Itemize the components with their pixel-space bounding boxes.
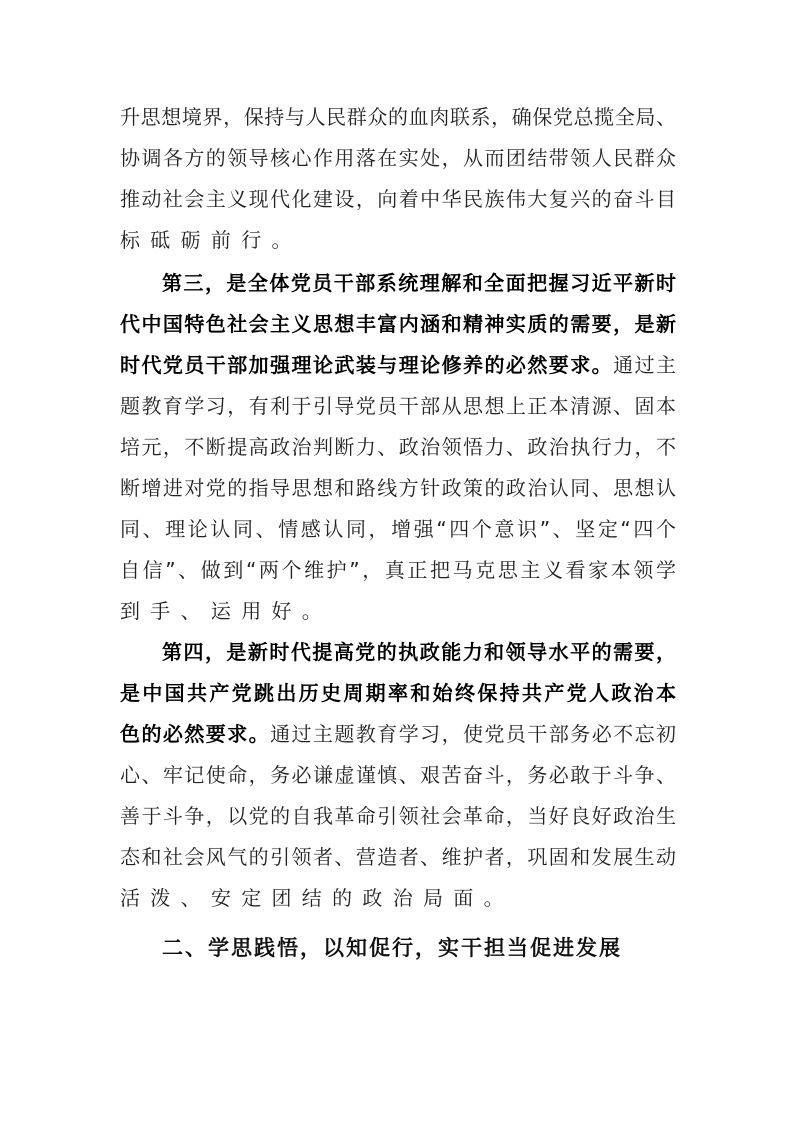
text-line — [120, 309, 676, 339]
text-run: 题教育学习，有利于引导党员干部从思想上正本清源、固本 — [120, 394, 676, 418]
text-run: 推动社会主义现代化建设，向着中华民族伟大复兴的奋斗目 — [120, 187, 676, 211]
text-run: 善于斗争，以党的自我革命引领社会革命，当好良好政治生 — [120, 804, 676, 828]
text-line — [120, 350, 676, 380]
text-line — [120, 719, 676, 749]
text-run: 通过主 — [613, 353, 677, 377]
text-line — [120, 391, 676, 421]
bold-text-run: 是中国共产党跳出历史周期率和始终保持共产党人政治本 — [120, 681, 676, 705]
text-line — [120, 143, 676, 173]
text-run: 活泼、安定团结的政治局面。 — [120, 886, 514, 910]
section-heading: 二、学思践悟，以知促行，实干担当促进发展 — [162, 936, 622, 960]
text-run: 升思想境界，保持与人民群众的血肉联系，确保党总揽全局、 — [120, 105, 676, 129]
text-line — [162, 268, 676, 298]
text-line — [120, 555, 676, 585]
text-run: 同、理论认同、情感认同，增强“四个意识”、坚定“四个 — [120, 517, 676, 541]
bold-text-run: 第四，是新时代提高党的执政能力和领导水平的需要， — [162, 640, 676, 664]
text-line — [120, 678, 676, 708]
text-line — [120, 596, 676, 626]
text-line — [120, 473, 676, 503]
text-line — [120, 184, 676, 214]
text-run: 标砥砺前行。 — [120, 228, 302, 252]
text-line — [120, 760, 676, 790]
text-run: 到手、运用好。 — [120, 599, 333, 623]
text-line — [120, 225, 676, 255]
text-run: 自信”、做到“两个维护”，真正把马克思主义看家本领学 — [120, 558, 676, 582]
text-line — [120, 842, 676, 872]
text-run: 通过主题教育学习，使党员干部务必不忘初 — [270, 722, 677, 746]
text-run: 培元，不断提高政治判断力、政治领悟力、政治执行力，不 — [120, 435, 676, 459]
text-line — [162, 637, 676, 667]
text-line — [120, 883, 676, 913]
text-line — [120, 514, 676, 544]
bold-text-run: 时代党员干部加强理论武装与理论修养的必然要求。 — [120, 353, 614, 377]
bold-text-run: 第三，是全体党员干部系统理解和全面把握习近平新时 — [162, 271, 676, 295]
bold-text-run: 色的必然要求。 — [120, 722, 271, 746]
text-line — [120, 432, 676, 462]
text-line — [120, 801, 676, 831]
bold-text-run: 代中国特色社会主义思想丰富内涵和精神实质的需要，是新 — [120, 312, 676, 336]
text-run: 心、牢记使命，务必谦虚谨慎、艰苦奋斗，务必敢于斗争、 — [120, 763, 676, 787]
text-line — [120, 102, 676, 132]
text-run: 协调各方的领导核心作用落在实处，从而团结带领人民群众 — [120, 146, 676, 170]
text-run: 态和社会风气的引领者、营造者、维护者，巩固和发展生动 — [120, 845, 676, 869]
text-run: 断增进对党的指导思想和路线方针政策的政治认同、思想认 — [120, 476, 676, 500]
